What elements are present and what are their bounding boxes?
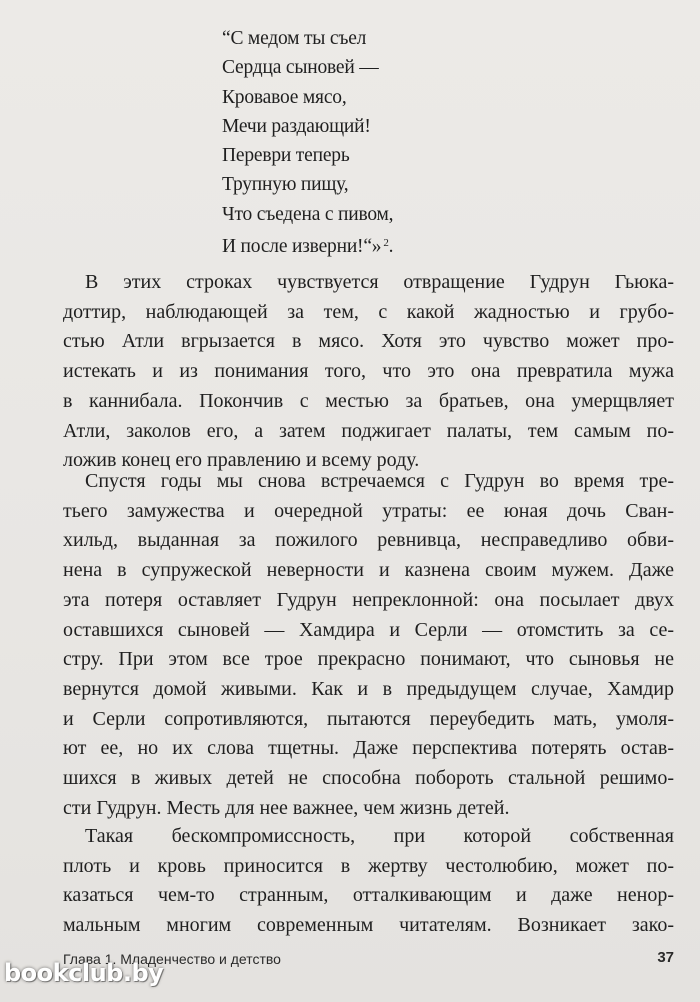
text-line: истекать и из понимания того, что это она превратила мужа xyxy=(63,360,674,383)
poem-end-punct: . xyxy=(388,236,394,258)
text-line: стью Атли вгрызается в мясо. Хотя это чувство может про- xyxy=(63,330,674,353)
site-watermark: bookclub.by xyxy=(4,959,164,987)
paragraph-1 xyxy=(63,268,674,476)
paragraph-3 xyxy=(63,822,674,941)
text-line: доттир, наблюдающей за тем, с какой жадностью и грубо- xyxy=(63,300,674,323)
text-line: оставшихся сыновей — Хамдира и Серли — отомстить за се- xyxy=(63,618,674,641)
text-line: нена в супружеской неверности и казнена своим мужем. Даже xyxy=(63,559,674,582)
poem-line-text: И после изверни!“» xyxy=(222,236,382,258)
page-number: 37 xyxy=(657,949,674,966)
text-line: стру. При этом все трое прекрасно понимают, что сыновья не xyxy=(63,648,674,671)
text-line: эта потеря оставляет Гудрун непреклонной: она посылает двух xyxy=(63,588,674,611)
poem-line: “С медом ты съел xyxy=(222,28,367,49)
text-line: плоть и кровь приносится в жертву честолюбию, может по- xyxy=(63,854,674,877)
poem-quote xyxy=(222,24,393,261)
text-line: В этих строках чувствуется отвращение Гудрун Гьюка- xyxy=(85,271,674,293)
text-line: шихся в живых детей не способна побороть стальной решимо- xyxy=(63,767,674,790)
footnote-mark: 2 xyxy=(383,237,389,250)
text-line: и Серли сопротивляются, пытаются переубедить мать, умоля- xyxy=(63,707,674,730)
text-line: ют ее, но их слова тщетны. Даже перспектива потерять остав- xyxy=(63,737,674,760)
text-line: в каннибала. Покончив с местью за братьев, она умерщвляет xyxy=(63,389,674,412)
poem-line: Кровавое мясо, xyxy=(222,86,347,108)
poem-line: Переври теперь xyxy=(222,145,350,167)
text-line: вернутся домой живыми. Как и в предыдущем случае, Хамдир xyxy=(63,677,674,700)
text-line: Спустя годы мы снова встречаемся с Гудрун во время тре- xyxy=(85,470,674,492)
text-line: Такая бескомпромиссность, при которой собственная xyxy=(85,825,674,847)
text-line: Атли, заколов его, а затем поджигает палаты, тем самым по- xyxy=(63,419,674,442)
text-line: сти Гудрун. Месть для нее важнее, чем жизнь детей. xyxy=(63,796,510,819)
text-line: хильд, выданная за пожилого ревнивца, несправедливо обви- xyxy=(63,529,674,552)
poem-line: Сердца сыновей — xyxy=(222,57,379,79)
text-line: казаться чем-то странным, отталкивающим и даже ненор- xyxy=(63,884,674,907)
poem-line-last xyxy=(222,229,393,261)
text-line: мальным многим современным читателям. Возникает зако- xyxy=(63,914,674,937)
text-line: тьего замужества и очередной утраты: ее юная дочь Сван- xyxy=(63,499,674,522)
chapter-title: Глава 1. Младенчество и детство xyxy=(63,951,281,967)
paragraph-2 xyxy=(63,467,674,823)
poem-line: Трупную пищу, xyxy=(222,174,349,196)
poem-line: Что съедена с пивом, xyxy=(222,203,394,225)
poem-line: Мечи раздающий! xyxy=(222,115,371,137)
text-line: ложив конец его правлению и всему роду. xyxy=(63,449,420,472)
